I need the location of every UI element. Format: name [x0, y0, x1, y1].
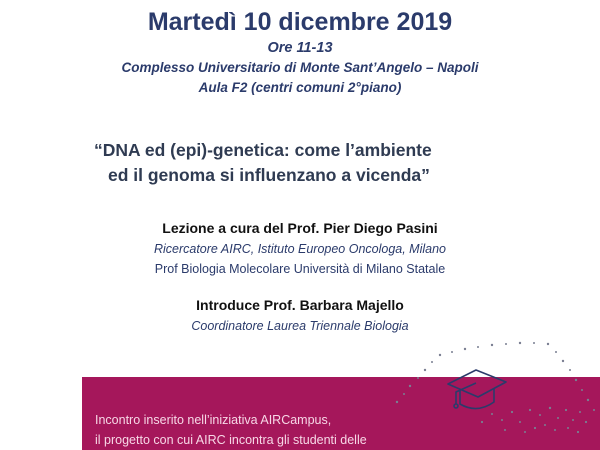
footer-text-line-2: il progetto con cui AIRC incontra gli studenti delle	[95, 433, 367, 447]
lecturer-affiliation: Ricercatore AIRC, Istituto Europeo Oncologa, Milano	[153, 242, 447, 256]
event-venue: Complesso Universitario di Monte Sant’Angelo – Napoli	[121, 60, 479, 75]
introducer-role: Coordinatore Laurea Triennale Biologia	[191, 319, 409, 333]
graduation-cap-icon	[380, 340, 600, 450]
introducer-label: Introduce Prof. Barbara Majello	[196, 297, 404, 313]
footer-text-line-1: Incontro inserito nell’iniziativa AIRCampus,	[95, 413, 332, 427]
talk-title-line-2: ed il genoma si influenzano a vicenda”	[108, 165, 430, 185]
event-date: Martedì 10 dicembre 2019	[147, 8, 453, 36]
event-time: Ore 11-13	[267, 40, 333, 56]
talk-title-line-1: “DNA ed (epi)-genetica: come l’ambiente	[94, 140, 432, 160]
lecturer-label: Lezione a cura del Prof. Pier Diego Pasini	[162, 220, 438, 236]
lecturer-position: Prof Biologia Molecolare Università di Milano Statale	[154, 262, 446, 276]
event-room: Aula F2 (centri comuni 2°piano)	[198, 80, 402, 95]
